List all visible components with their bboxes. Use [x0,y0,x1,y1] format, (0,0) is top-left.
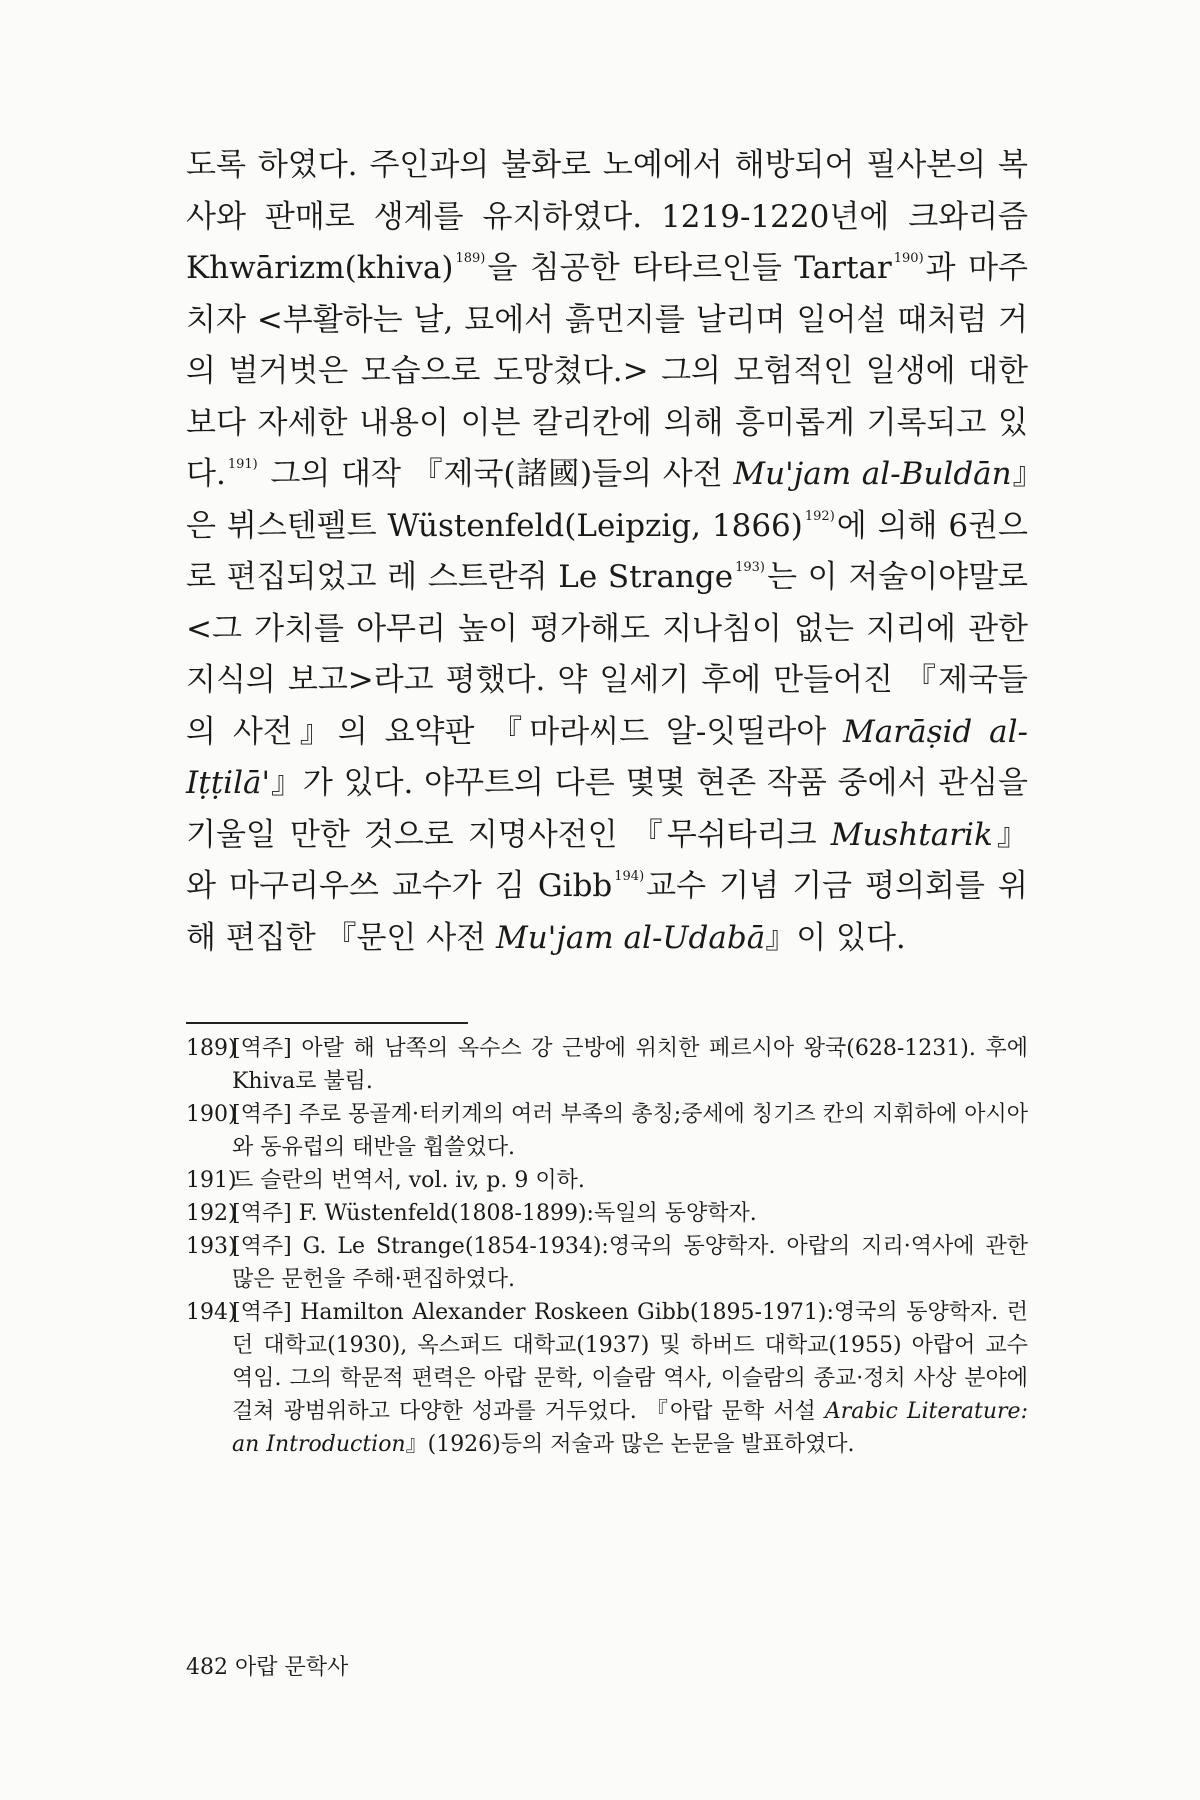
footnote-divider [186,1022,468,1024]
book-title-mushtarik: Mushtarik [830,816,993,853]
footnote-text: [역주] G. Le Strange(1854-1934):영국의 동양학자. 아랍의 지리·역사에 관한 많은 문헌을 주해·편집하였다. [232,1234,1028,1292]
footnote-number: 193) [186,1234,237,1259]
book-title-arabic-literature: Arabic Literature: an Introduction [232,1399,1028,1457]
footnote-text: [역주] 아랄 해 남쪽의 옥수스 강 근방에 위치한 페르시아 왕국(628-1231). 후에 Khiva로 불림. [232,1036,1028,1094]
body-paragraph: 도록 하였다. 주인과의 불화로 노예에서 해방되어 필사본의 복사와 판매로 생계를 유지하였다. 1219-1220년에 크와리즘 Khwārizm(khiva) $^{189)}$을 침공한 타타르인들 Tartar $^{190)}$과 마주치자 <부활하는 날, 묘에서 흙먼지를 날리며 일어설 때처럼 거의 벌거벗은 모습으로 도망쳤다.> 그의 모험적인 일생에 대한 보다 자세한 내용이 이븐 칼리칸에 의해 흥미롭게 기록되고 있다. $^{191)}$ 그의 대작 『제국(諸國)들의 사전 Mu'jam al-Buldān』은 뷔스텐펠트 Wüstenfeld(Leipzig, 1866) $^{192)}$에 의해 6권으로 편집되었고 레 스트란쥐 Le Strange $^{193)}$는 이 저술이야말로 <그 가치를 아무리 높이 평가해도 지나침이 없는 지리에 관한 지식의 보고>라고 평했다. 약 일세기 후에 만들어진 『제국들의 사전』의 요약판 『마라씨드 알-잇띨라아 Marāṣid al-Iṭṭilā'』가 있다. 야꾸트의 다른 몇몇 현존 작품 중에서 관심을 기울일 만한 것으로 지명사전인 『무쉬타리크 Mushtarik』와 마구리우쓰 교수가 김 Gibb $^{194)}$교수 기념 기금 평의회를 위해 편집한 『문인 사전 Mu'jam al-Udabā』이 있다. [186,147,1029,956]
main-text [186,140,1028,964]
footnote-192 [186,1197,1028,1230]
footnote-number: 192) [186,1201,237,1226]
footnote-number: 190) [186,1102,237,1127]
footnote-number: 189) [186,1036,237,1061]
footnote-ref-192: 192) [804,508,835,524]
footnote-191 [186,1164,1028,1197]
book-title-marasid: Marāṣid al-Iṭṭilā' [186,713,1028,801]
footnote-ref-194: 194) [614,869,645,884]
footnote-189 [186,1032,1028,1098]
footnote-text: [역주] 주로 몽골계·터키계의 여러 부족의 총칭;중세에 칭기즈 칸의 지휘하에 아시아와 동유럽의 태반을 휩쓸었다. [232,1102,1028,1160]
footnote-190 [186,1098,1028,1164]
footnote-ref-189: 189) [455,251,486,266]
footnote-194 [186,1296,1028,1461]
book-title-mujam-al-buldan: Mu'jam al-Buldān [733,456,1012,492]
footnote-ref-193: 193) [735,560,765,575]
footnotes [186,1032,1028,1461]
footnote-text: 드 슬란의 번역서, vol. iv, p. 9 이하. [232,1168,585,1193]
footnote-text: [역주] Hamilton Alexander Roskeen Gibb(1895-1971):영국의 동양학자. 런던 대학교(1930), 옥스퍼드 대학교(1937) 및 하버드 대학교(1955) 아랍어 교수 역임. 그의 학문적 편력은 아랍 문학, 이슬람 역사, 이슬람의 종교·정치 사상 분야에 걸쳐 광범위하고 다양한 성과를 거두었다. 『아랍 문학 서설 Arabic Literature: an Introduction』(1926)등의 저술과 많은 논문을 발표하였다. [232,1300,1028,1457]
footnote-193 [186,1230,1028,1296]
page-footer: 482 아랍 문학사 [186,1655,349,1680]
footnote-number: 191) [186,1168,237,1193]
footnote-ref-191: 191) [227,457,258,472]
footnote-text: [역주] F. Wüstenfeld(1808-1899):독일의 동양학자. [232,1201,757,1226]
book-title-mujam-al-udaba: Mu'jam al-Udabā [495,919,766,956]
footnote-number: 194) [186,1300,237,1325]
footnote-ref-190: 190) [893,251,924,266]
